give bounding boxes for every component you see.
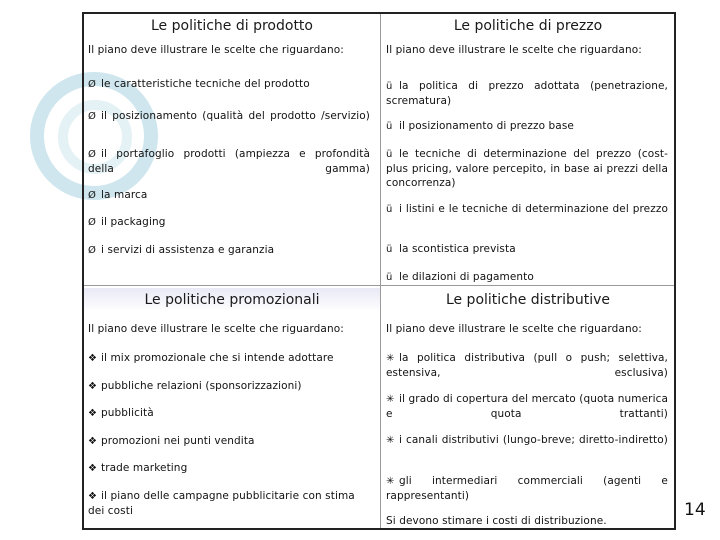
check-bullet-icon: ü — [386, 149, 393, 160]
product-item-2: Ø il posizionamento (qualità del prodotto /servizio) — [88, 110, 370, 122]
diamond-bullet-icon: ❖ — [88, 408, 98, 419]
asterisk-bullet-icon: ✳ — [386, 476, 395, 487]
product-item-4: Ø la marca — [88, 189, 148, 201]
arrow-bullet-icon: Ø — [88, 149, 96, 160]
product-item-1: Ø le caratteristiche tecniche del prodotto — [88, 78, 310, 90]
diamond-bullet-icon: ❖ — [88, 353, 98, 364]
check-bullet-icon: ü — [386, 204, 393, 215]
price-item-2: ü il posizionamento di prezzo base — [386, 120, 574, 132]
distrib-heading: Le politiche distributive — [445, 292, 611, 308]
product-heading: Le politiche di prodotto — [151, 18, 313, 34]
product-item-3: Ø il portafoglio prodotti (ampiezza e profondità della gamma) — [88, 148, 370, 175]
diamond-bullet-icon: ❖ — [88, 436, 98, 447]
diamond-bullet-icon: ❖ — [88, 463, 98, 474]
promo-heading: Le politiche promozionali — [84, 288, 380, 312]
asterisk-bullet-icon: ✳ — [386, 394, 395, 405]
arrow-bullet-icon: Ø — [88, 217, 96, 228]
promo-item-1: ❖ il mix promozionale che si intende adottare — [88, 352, 334, 364]
promo-item-3: ❖ pubblicità — [88, 407, 154, 419]
diamond-bullet-icon: ❖ — [88, 491, 98, 502]
price-item-5: ü la scontistica prevista — [386, 243, 516, 255]
check-bullet-icon: ü — [386, 244, 393, 255]
arrow-bullet-icon: Ø — [88, 190, 96, 201]
distrib-note: Si devono stimare i costi di distribuzione. — [386, 515, 607, 527]
promo-item-5: ❖ trade marketing — [88, 462, 188, 474]
page-number: 14 — [684, 500, 706, 520]
promo-item-4: ❖ promozioni nei punti vendita — [88, 435, 255, 447]
distrib-item-3: ✳ i canali distributivi (lungo-breve; diretto-indiretto) — [386, 434, 668, 446]
price-item-3: ü le tecniche di determinazione del prezzo (cost-plus pricing, valore percepito, in base ai prezzi della concorrenza) — [386, 148, 668, 189]
promo-intro: Il piano deve illustrare le scelte che riguardano: — [88, 323, 344, 335]
arrow-bullet-icon: Ø — [88, 111, 96, 122]
price-heading: Le politiche di prezzo — [453, 18, 603, 34]
asterisk-bullet-icon: ✳ — [386, 435, 395, 446]
check-bullet-icon: ü — [386, 121, 393, 132]
promo-item-6: ❖ il piano delle campagne pubblicitarie con stima dei costi — [88, 490, 355, 517]
arrow-bullet-icon: Ø — [88, 245, 96, 256]
promo-item-2: ❖ pubbliche relazioni (sponsorizzazioni) — [88, 380, 302, 392]
diamond-bullet-icon: ❖ — [88, 381, 98, 392]
product-intro: Il piano deve illustrare le scelte che riguardano: — [88, 44, 344, 56]
price-intro: Il piano deve illustrare le scelte che riguardano: — [386, 44, 642, 56]
product-item-5: Ø il packaging — [88, 216, 166, 228]
price-item-6: ü le dilazioni di pagamento — [386, 271, 534, 283]
check-bullet-icon: ü — [386, 272, 393, 283]
arrow-bullet-icon: Ø — [88, 79, 96, 90]
check-bullet-icon: ü — [386, 81, 393, 92]
asterisk-bullet-icon: ✳ — [386, 353, 395, 364]
row-divider — [84, 285, 674, 286]
distrib-intro: Il piano deve illustrare le scelte che riguardano: — [386, 323, 642, 335]
distrib-item-2: ✳ il grado di copertura del mercato (quota numerica e quota trattanti) — [386, 393, 668, 420]
price-item-1: ü la politica di prezzo adottata (penetrazione, scrematura) — [386, 80, 668, 107]
product-item-6: Ø i servizi di assistenza e garanzia — [88, 244, 275, 256]
column-divider — [380, 14, 381, 528]
distrib-item-4: ✳ gli intermediari commerciali (agenti e rappresentanti) — [386, 475, 668, 502]
distrib-item-1: ✳ la politica distributiva (pull o push; selettiva, estensiva, esclusiva) — [386, 352, 668, 379]
price-item-4: ü i listini e le tecniche di determinazione del prezzo — [386, 203, 668, 215]
